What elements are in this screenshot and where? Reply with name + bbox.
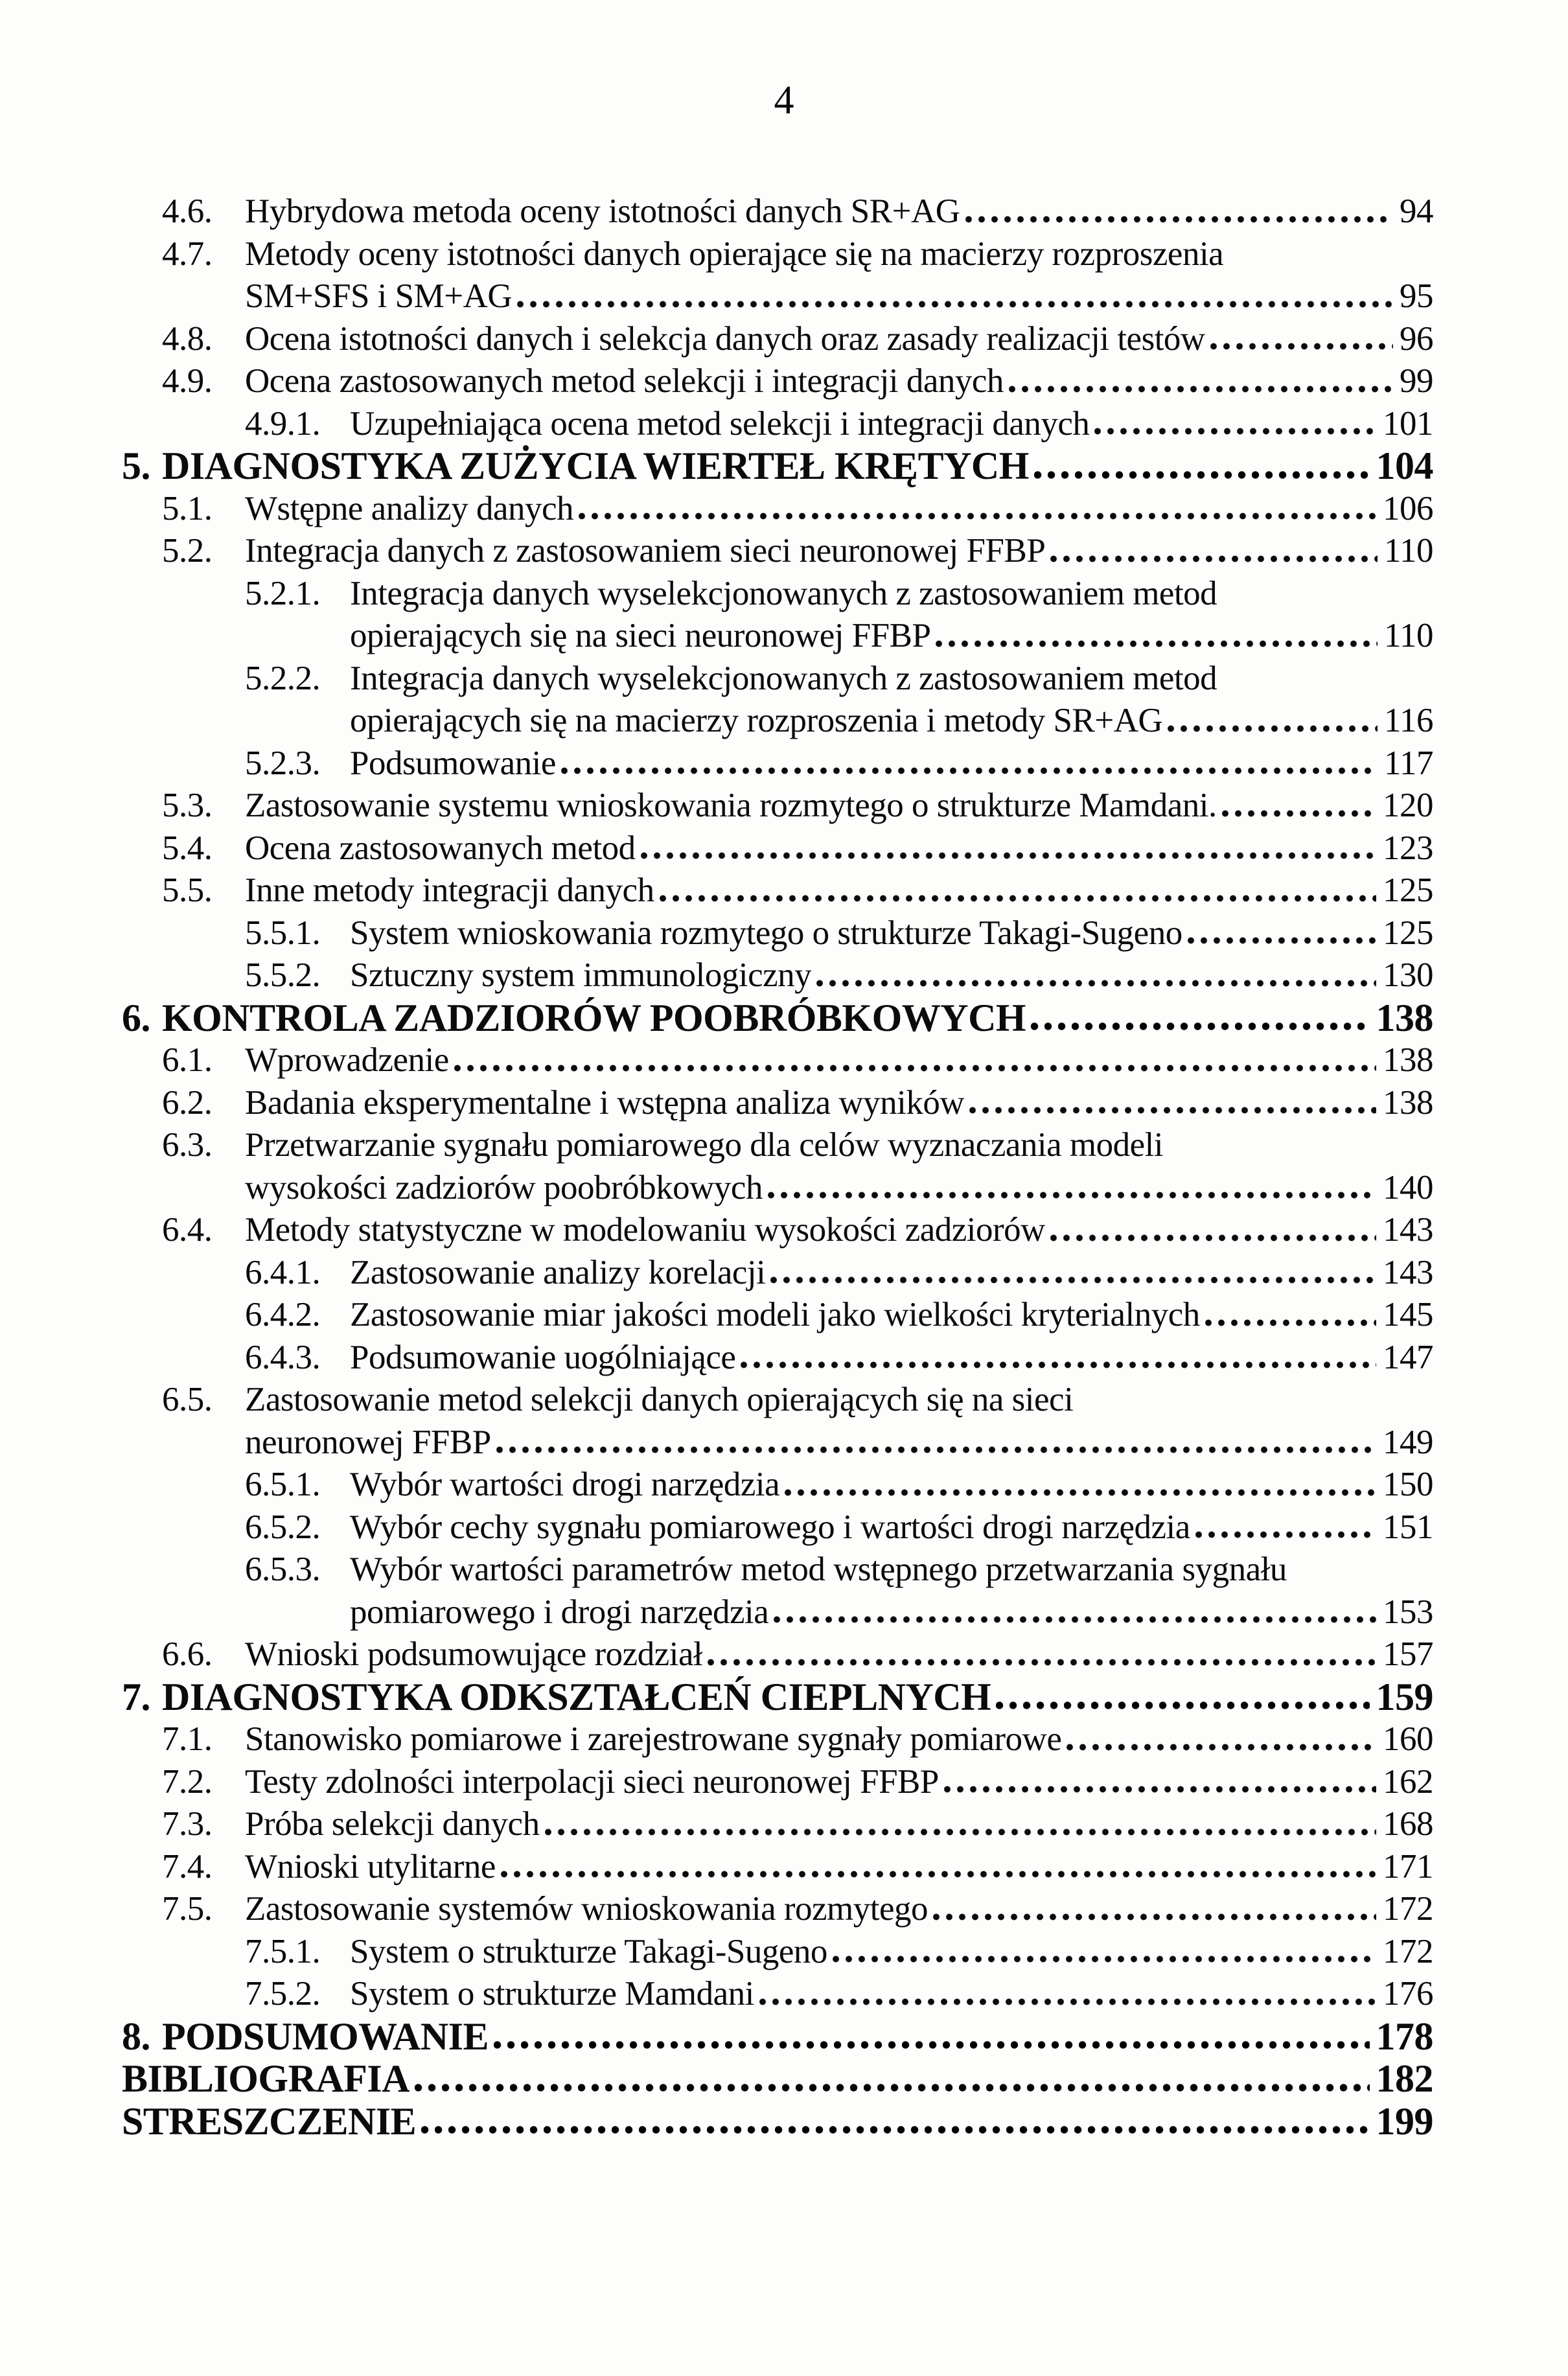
toc-entry-title: Zastosowanie systemu wnioskowania rozmytego o strukturze Mamdani. [245, 787, 1217, 824]
toc-entry-title: BIBLIOGRAFIA [122, 2058, 410, 2100]
toc-entry [122, 1252, 1433, 1295]
dot-leader [660, 870, 1376, 912]
toc-entry-line [162, 997, 1433, 1040]
toc-entry-page-number: 168 [1383, 1805, 1433, 1843]
toc-entry [122, 1718, 1433, 1761]
toc-entry-title: Zastosowanie miar jakości modeli jako wielkości kryterialnych [350, 1296, 1200, 1333]
toc-entry-page-number: 138 [1376, 996, 1433, 1039]
toc-entry-title: Zastosowanie systemów wnioskowania rozmytego [245, 1890, 928, 1928]
toc-entry-page-number: 149 [1383, 1423, 1433, 1461]
dot-leader [770, 1252, 1376, 1295]
dot-leader [1034, 445, 1370, 488]
toc-entry-title: Hybrydowa metoda oceny istotności danych SR+AG [245, 192, 960, 230]
toc-entry [122, 2058, 1433, 2101]
toc-entry [122, 658, 1433, 743]
toc-entry-number: 7.2. [162, 1762, 213, 1801]
toc-entry-page-number: 120 [1383, 787, 1433, 824]
toc-entry-page-number: 199 [1376, 2099, 1433, 2143]
toc-entry-page-number: 178 [1376, 2014, 1433, 2058]
dot-leader [741, 1337, 1376, 1379]
dot-leader [936, 615, 1377, 658]
toc-entry-number: 5.1. [162, 489, 213, 527]
dot-leader [1222, 785, 1376, 827]
toc-entry-number: 5.2. [162, 532, 213, 570]
toc-entry-number: 5.5.2. [245, 956, 321, 994]
toc-entry [122, 1337, 1433, 1379]
toc-entry-page-number: 106 [1383, 489, 1433, 527]
toc-entry-line [245, 827, 1433, 870]
toc-entry-title: KONTROLA ZADZIORÓW POOBRÓBKOWYCH [162, 997, 1026, 1039]
toc-entry [122, 912, 1433, 955]
toc-entry-line [245, 360, 1433, 403]
dot-leader [496, 1422, 1376, 1464]
dot-leader [1210, 318, 1393, 361]
dot-leader [1168, 700, 1378, 743]
dot-leader [579, 488, 1376, 531]
toc-entry [122, 743, 1433, 785]
dot-leader [1050, 530, 1378, 573]
toc-entry-line [350, 1464, 1433, 1506]
dot-leader [1050, 1209, 1376, 1252]
toc-entry-page-number: 176 [1383, 1975, 1433, 2013]
dot-leader [774, 1591, 1376, 1634]
toc-entry-title: System o strukturze Mamdani [350, 1975, 754, 2013]
toc-entry [122, 2101, 1433, 2143]
toc-entry-line [350, 1973, 1433, 2016]
toc-entry-page-number: 162 [1383, 1762, 1433, 1801]
toc-entry [122, 1846, 1433, 1889]
toc-entry-page-number: 123 [1383, 829, 1433, 867]
toc-entry-number: 5.2.2. [245, 659, 321, 697]
toc-entry-number: 6.4.2. [245, 1296, 321, 1333]
toc-entry-page-number: 172 [1383, 1932, 1433, 1970]
toc-entry-page-number: 147 [1383, 1338, 1433, 1376]
toc-entry-page-number: 153 [1383, 1593, 1433, 1631]
dot-leader [1195, 1506, 1376, 1549]
toc-entry [122, 2016, 1433, 2059]
toc-entry-line [245, 1082, 1433, 1125]
toc-entry [122, 1973, 1433, 2016]
toc-entry-line [350, 403, 1433, 446]
toc-entry-number: 5. [122, 444, 150, 487]
toc-entry [122, 1294, 1433, 1337]
toc-entry [122, 360, 1433, 403]
toc-entry-page-number: 138 [1383, 1041, 1433, 1079]
dot-leader [421, 2101, 1369, 2143]
toc-entry-line [245, 1209, 1433, 1252]
toc-entry-number: 5.2.3. [245, 744, 321, 782]
toc-entry-number: 6.4.1. [245, 1253, 321, 1291]
toc-entry-line [245, 1422, 1433, 1464]
toc-entry [122, 1464, 1433, 1506]
toc-entry-number: 6.1. [162, 1041, 213, 1079]
dot-leader [1031, 997, 1369, 1040]
toc-entry-number: 6.5.1. [245, 1466, 321, 1503]
dot-leader [1009, 360, 1393, 403]
toc-entry-title: PODSUMOWANIE [162, 2015, 489, 2058]
dot-leader [969, 1082, 1376, 1125]
toc-entry-line [245, 1888, 1433, 1931]
dot-leader [641, 827, 1376, 870]
toc-entry-page-number: 140 [1383, 1168, 1433, 1206]
toc-entry-number: 5.3. [162, 787, 213, 824]
toc-entry-line [350, 1506, 1433, 1549]
toc-entry-number: 6.3. [162, 1126, 213, 1164]
toc-entry-line [245, 275, 1433, 318]
toc-entry-title: Uzupełniająca ocena metod selekcji i integracji danych [350, 404, 1090, 443]
toc-entry-page-number: 99 [1400, 362, 1433, 400]
toc-entry-number: 6.4.3. [245, 1338, 321, 1376]
toc-entry-line [122, 2058, 1433, 2101]
toc-entry-number: 4.9. [162, 362, 213, 400]
toc-entry-number: 5.4. [162, 829, 213, 867]
toc-entry-title: Wnioski podsumowujące rozdział [245, 1635, 703, 1673]
toc-entry-number: 7.3. [162, 1805, 213, 1843]
toc-entry-page-number: 157 [1383, 1635, 1433, 1673]
toc-entry-line [350, 573, 1433, 616]
dot-leader [415, 2058, 1369, 2101]
toc-entry-title: STRESZCZENIE [122, 2100, 417, 2143]
toc-entry-line [245, 1761, 1433, 1804]
toc-entry-title: SM+SFS i SM+AG [245, 277, 513, 315]
dot-leader [816, 954, 1376, 997]
toc-entry-page-number: 110 [1383, 532, 1433, 570]
toc-entry [122, 1209, 1433, 1252]
toc-entry [122, 488, 1433, 531]
toc-entry-number: 5.2.1. [245, 574, 321, 612]
toc-entry [122, 1039, 1433, 1082]
dot-leader [1205, 1294, 1376, 1337]
toc-entry-page-number: 125 [1383, 914, 1433, 952]
toc-entry [122, 785, 1433, 827]
toc-entry-line [245, 1167, 1433, 1210]
toc-entry-line [350, 1294, 1433, 1337]
toc-entry-title: System o strukturze Takagi-Sugeno [350, 1932, 827, 1970]
dot-leader [996, 1676, 1369, 1719]
toc-entry [122, 1506, 1433, 1549]
toc-entry-line [245, 1379, 1433, 1422]
toc-entry-title: Wybór wartości drogi narzędzia [350, 1466, 780, 1503]
toc-entry-page-number: 116 [1383, 702, 1433, 739]
toc-entry-number: 6. [122, 996, 150, 1039]
toc-entry-title: Zastosowanie analizy korelacji [350, 1253, 766, 1291]
dot-leader [785, 1464, 1376, 1506]
toc-entry-line [350, 954, 1433, 997]
toc-entry-page-number: 101 [1383, 404, 1433, 443]
toc-entry [122, 233, 1433, 318]
toc-entry [122, 445, 1433, 488]
dot-leader [1066, 1718, 1376, 1761]
toc-entry-page-number: 182 [1376, 2057, 1433, 2100]
toc-entry-line [350, 912, 1433, 955]
toc-entry [122, 318, 1433, 361]
toc-entry-number: 4.9.1. [245, 404, 321, 443]
toc-entry-number: 6.5. [162, 1381, 213, 1418]
toc-entry-number: 6.6. [162, 1635, 213, 1673]
toc-entry-number: 7.5.2. [245, 1975, 321, 2013]
toc-entry-page-number: 160 [1383, 1720, 1433, 1758]
toc-entry-line [162, 2016, 1433, 2059]
toc-entry-title: Ocena istotności danych i selekcja danych oraz zasady realizacji testów [245, 319, 1205, 358]
toc-entry-title: Zastosowanie metod selekcji danych opierających się na sieci [245, 1381, 1074, 1418]
toc-entry-title: System wnioskowania rozmytego o strukturze Takagi-Sugeno [350, 914, 1182, 952]
dot-leader [1188, 912, 1376, 955]
dot-leader [965, 190, 1393, 233]
toc-entry-line [350, 743, 1433, 785]
toc-entry-line [350, 700, 1433, 743]
toc-entry-title: Wnioski utylitarne [245, 1847, 496, 1886]
toc-entry-page-number: 95 [1400, 277, 1433, 315]
toc-entry [122, 190, 1433, 233]
toc-entry-line [245, 870, 1433, 912]
page-number: 4 [774, 78, 794, 122]
toc-entry-page-number: 150 [1383, 1466, 1433, 1503]
toc-entry-title: Ocena zastosowanych metod selekcji i integracji danych [245, 362, 1004, 400]
toc-entry-title: Wybór wartości parametrów metod wstępnego przetwarzania sygnału [350, 1551, 1287, 1588]
toc-entry-page-number: 94 [1400, 192, 1433, 230]
toc-entry-title: Sztuczny system immunologiczny [350, 956, 812, 994]
toc-entry-line [350, 615, 1433, 658]
toc-entry [122, 573, 1433, 658]
toc-entry-title: Wybór cechy sygnału pomiarowego i wartości drogi narzędzia [350, 1508, 1190, 1546]
toc-entry [122, 1124, 1433, 1209]
toc-entry-title: Badania eksperymentalne i wstępna analiza wyników [245, 1083, 965, 1122]
toc-entry [122, 997, 1433, 1040]
toc-entry-title: Metody statystyczne w modelowaniu wysokości zadziorów [245, 1211, 1045, 1249]
toc-entry-page-number: 104 [1376, 444, 1433, 487]
toc-entry-number: 5.5.1. [245, 914, 321, 952]
toc-entry-line [245, 1803, 1433, 1846]
toc-entry-page-number: 125 [1383, 871, 1433, 909]
toc-entry-title: pomiarowego i drogi narzędzia [350, 1593, 769, 1631]
toc-entry [122, 1379, 1433, 1464]
toc-entry-page-number: 117 [1383, 744, 1433, 782]
dot-leader [454, 1039, 1376, 1082]
toc-entry [122, 1803, 1433, 1846]
toc-entry-page-number: 138 [1383, 1083, 1433, 1122]
dot-leader [833, 1931, 1376, 1974]
dot-leader [708, 1633, 1376, 1676]
toc-entry-page-number: 110 [1383, 617, 1433, 654]
toc-entry [122, 1888, 1433, 1931]
toc-entry [122, 403, 1433, 446]
dot-leader [759, 1973, 1376, 2016]
dot-leader [494, 2016, 1369, 2059]
dot-leader [501, 1846, 1376, 1889]
toc-entry-title: Stanowisko pomiarowe i zarejestrowane sygnały pomiarowe [245, 1720, 1062, 1758]
toc-entry-number: 7.5.1. [245, 1932, 321, 1970]
toc-entry-number: 6.4. [162, 1211, 213, 1249]
toc-entry-line [245, 488, 1433, 531]
toc-entry-number: 5.5. [162, 871, 213, 909]
toc-entry-title: wysokości zadziorów poobróbkowych [245, 1168, 763, 1206]
toc-entry-page-number: 171 [1383, 1847, 1433, 1886]
toc-entry-line [350, 1337, 1433, 1379]
toc-entry [122, 1082, 1433, 1125]
toc-entry-page-number: 172 [1383, 1890, 1433, 1928]
toc-entry-number: 7. [122, 1675, 150, 1718]
toc-entry-number: 4.8. [162, 319, 213, 358]
toc-entry-title: Integracja danych z zastosowaniem sieci neuronowej FFBP [245, 532, 1046, 570]
toc-entry-line [245, 318, 1433, 361]
toc-entry [122, 1549, 1433, 1633]
toc-entry-line [350, 1549, 1433, 1591]
toc-entry-line [245, 785, 1433, 827]
dot-leader [517, 275, 1393, 318]
toc-entry-line [245, 1124, 1433, 1167]
toc-entry-title: Integracja danych wyselekcjonowanych z zastosowaniem metod [350, 574, 1217, 612]
toc-entry [122, 1761, 1433, 1804]
toc-entry-number: 7.5. [162, 1890, 213, 1928]
toc-entry-line [162, 445, 1433, 488]
toc-entry [122, 1931, 1433, 1974]
toc-entry [122, 954, 1433, 997]
toc-entry-page-number: 143 [1383, 1211, 1433, 1249]
toc-entry-title: Wstępne analizy danych [245, 489, 573, 527]
toc-entry-title: Wprowadzenie [245, 1041, 449, 1079]
toc-entry-title: opierających się na macierzy rozproszenia i metody SR+AG [350, 702, 1163, 739]
toc-entry-line [245, 530, 1433, 573]
toc-entry-title: DIAGNOSTYKA ODKSZTAŁCEŃ CIEPLNYCH [162, 1676, 991, 1718]
dot-leader [1094, 403, 1376, 446]
toc-entry-line [162, 1676, 1433, 1719]
toc-entry-line [350, 1591, 1433, 1634]
toc-entry-line [245, 1039, 1433, 1082]
dot-leader [933, 1888, 1376, 1931]
toc-entry-title: Przetwarzanie sygnału pomiarowego dla celów wyznaczania modeli [245, 1126, 1164, 1164]
toc-entry-page-number: 130 [1383, 956, 1433, 994]
toc-entry-title: Próba selekcji danych [245, 1805, 540, 1843]
toc-entry-page-number: 143 [1383, 1253, 1433, 1291]
toc-entry-number: 6.5.2. [245, 1508, 321, 1546]
toc-entry-title: Ocena zastosowanych metod [245, 829, 636, 867]
toc-entry-number: 6.2. [162, 1083, 213, 1122]
dot-leader [768, 1167, 1376, 1210]
toc-entry-number: 4.6. [162, 192, 213, 230]
toc-entry-line [350, 1931, 1433, 1974]
dot-leader [944, 1761, 1376, 1804]
toc-entry-number: 6.5.3. [245, 1551, 321, 1588]
toc-entry-line [245, 190, 1433, 233]
toc-entry-line [122, 2101, 1433, 2143]
toc-entry-title: Inne metody integracji danych [245, 871, 654, 909]
toc-entry-title: Podsumowanie [350, 744, 556, 782]
toc-entry-line [245, 233, 1433, 276]
toc-entry-title: opierających się na sieci neuronowej FFBP [350, 617, 931, 654]
toc-entry-page-number: 96 [1400, 319, 1433, 358]
dot-leader [561, 743, 1378, 785]
toc-entry-number: 7.1. [162, 1720, 213, 1758]
toc-entry-line [245, 1718, 1433, 1761]
dot-leader [545, 1803, 1376, 1846]
toc-entry-page-number: 145 [1383, 1296, 1433, 1333]
toc-entry-line [245, 1846, 1433, 1889]
toc-entry-number: 4.7. [162, 235, 213, 273]
toc-entry [122, 1633, 1433, 1676]
toc-entry-page-number: 151 [1383, 1508, 1433, 1546]
toc-entry-title: Testy zdolności interpolacji sieci neuronowej FFBP [245, 1762, 939, 1801]
toc-entry-line [350, 1252, 1433, 1295]
toc-entry [122, 530, 1433, 573]
toc-entry-line [245, 1633, 1433, 1676]
toc-entry [122, 1676, 1433, 1719]
toc-entry-title: Podsumowanie uogólniające [350, 1338, 736, 1376]
toc-entry-number: 7.4. [162, 1847, 213, 1886]
table-of-contents [122, 190, 1433, 2143]
toc-entry-title: Integracja danych wyselekcjonowanych z zastosowaniem metod [350, 659, 1217, 697]
toc-entry [122, 827, 1433, 870]
toc-entry-title: DIAGNOSTYKA ZUŻYCIA WIERTEŁ KRĘTYCH [162, 445, 1029, 487]
toc-entry-line [350, 658, 1433, 700]
toc-entry-page-number: 159 [1376, 1675, 1433, 1718]
toc-entry-number: 8. [122, 2014, 150, 2058]
toc-entry-title: neuronowej FFBP [245, 1423, 491, 1461]
toc-entry-title: Metody oceny istotności danych opierające się na macierzy rozproszenia [245, 235, 1224, 273]
toc-entry [122, 870, 1433, 912]
